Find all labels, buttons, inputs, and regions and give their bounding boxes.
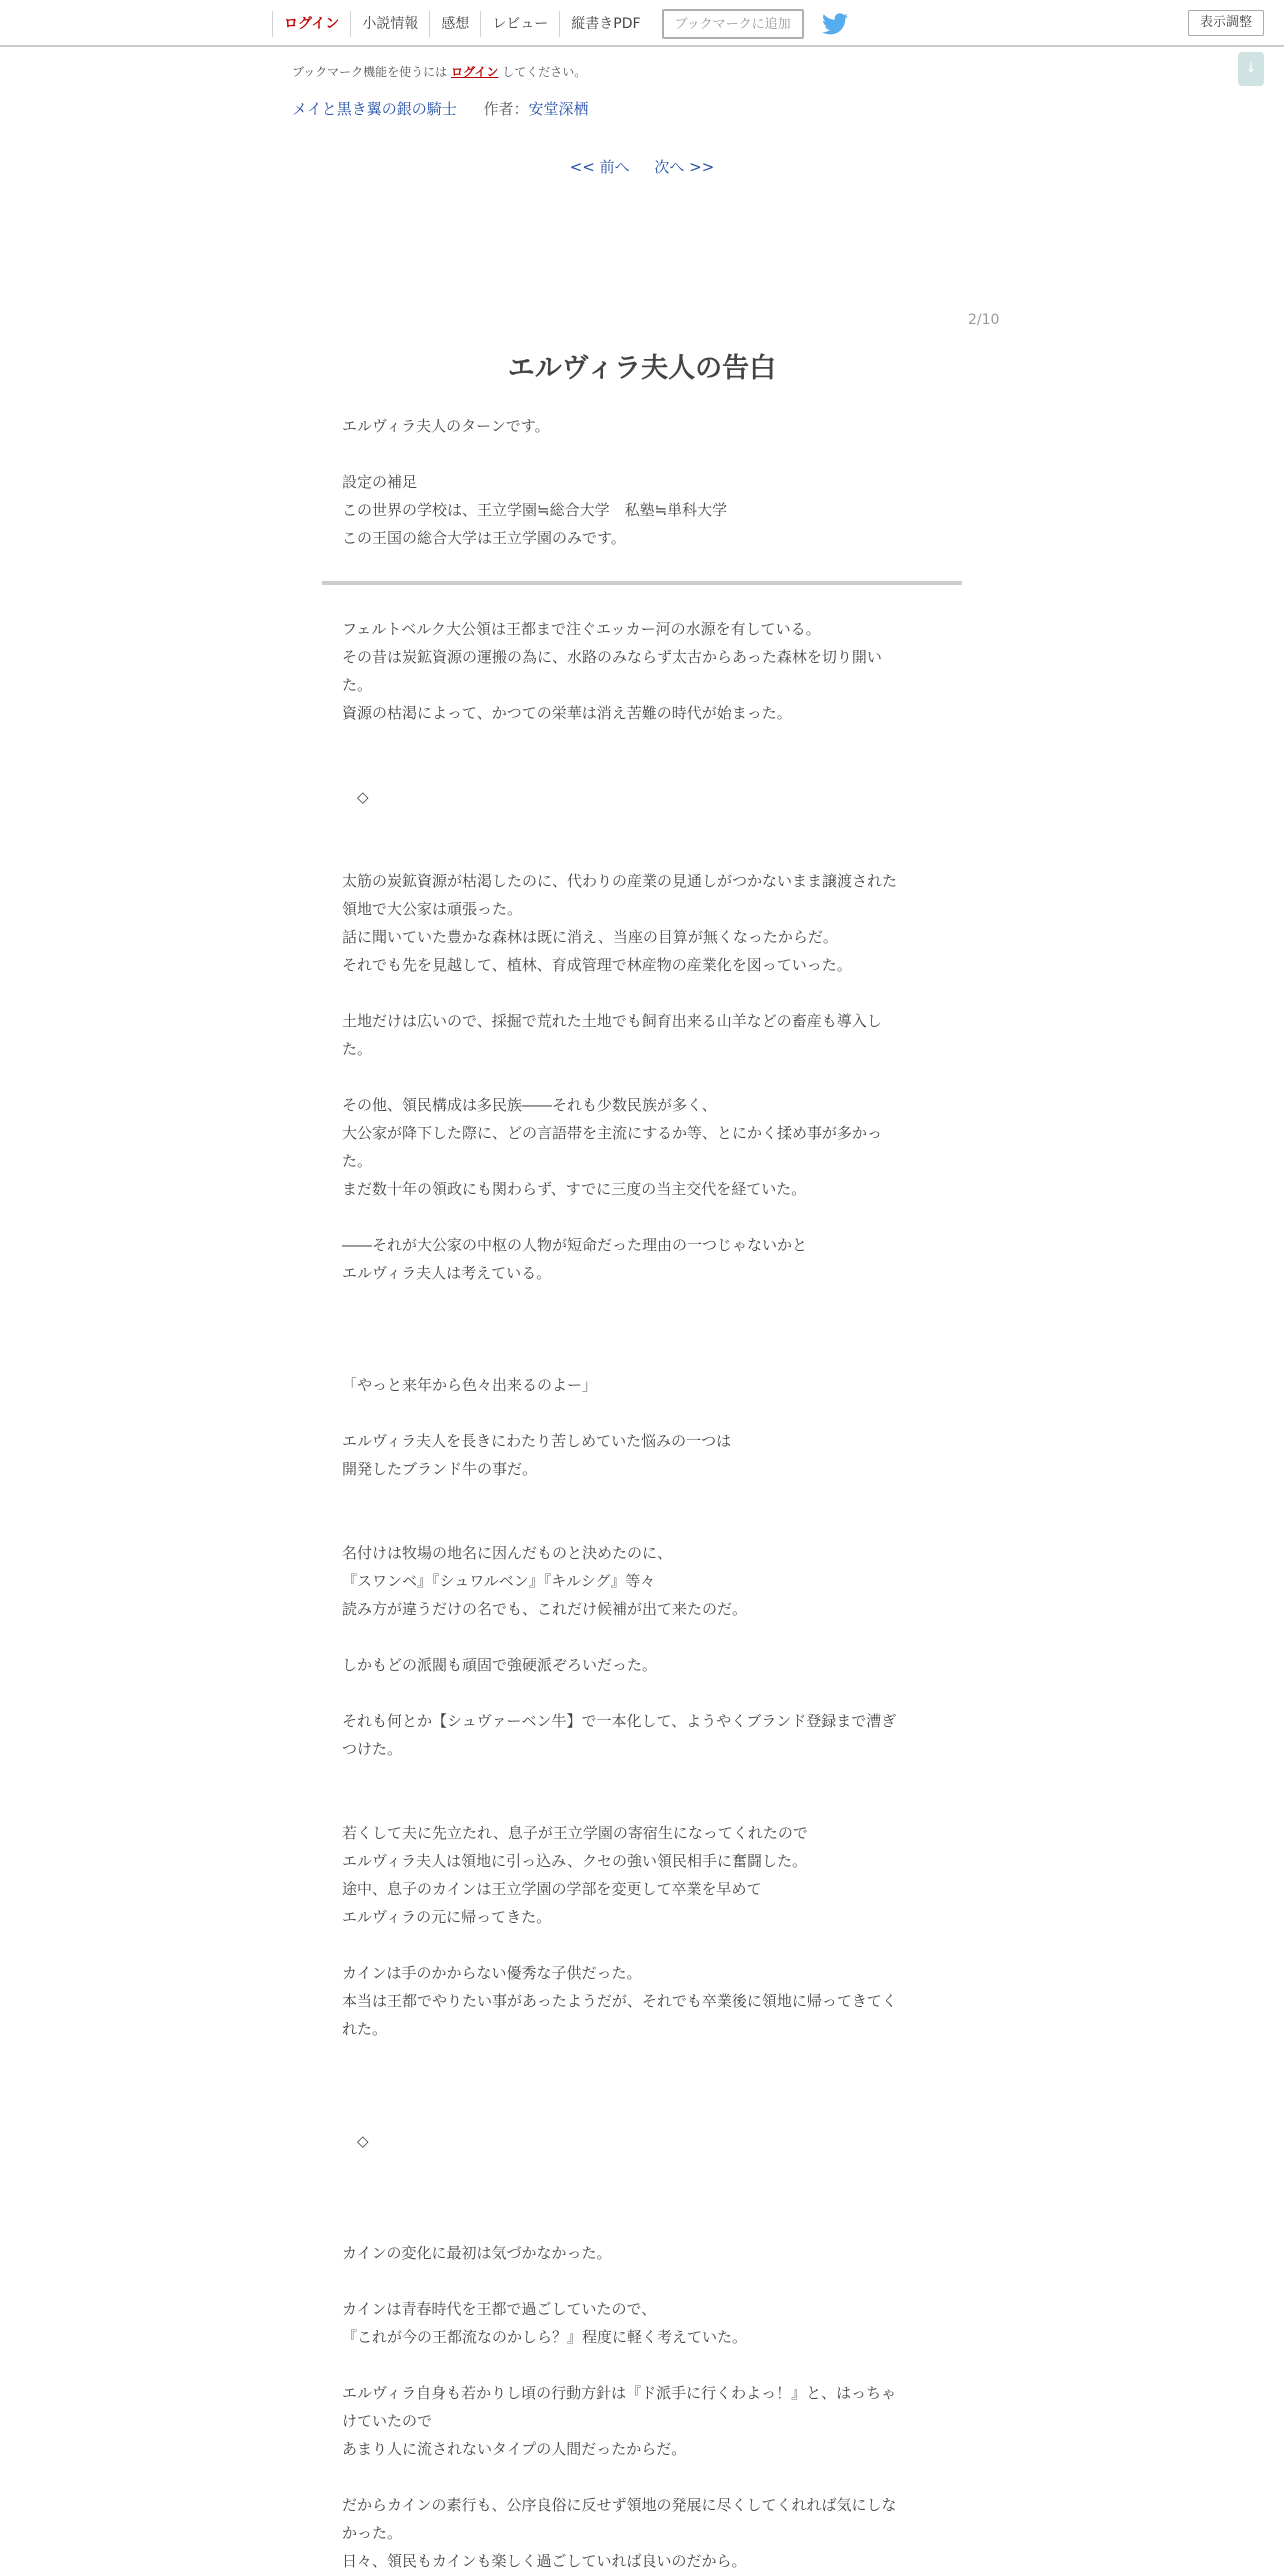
- blank-line: [342, 839, 942, 867]
- blank-line: [342, 1063, 942, 1091]
- blank-line: [342, 2043, 942, 2071]
- novel-info-link[interactable]: 小説情報: [350, 11, 429, 37]
- blank-line: [342, 2155, 942, 2183]
- text-line: エルヴィラ夫人のターンです。: [342, 417, 550, 435]
- text-line: カインは手のかからない優秀な子供だった。: [342, 1964, 642, 1982]
- prev-episode-link[interactable]: << 前へ: [569, 158, 630, 176]
- text-line: カインの変化に最初は気づかなかった。: [342, 2244, 612, 2262]
- blank-line: [342, 755, 942, 783]
- blank-line: [342, 1343, 942, 1371]
- text-line: 話に聞いていた豊かな森林は既に消え、当座の目算が無くなったからだ。: [342, 928, 838, 946]
- blank-line: [342, 2463, 942, 2491]
- text-line: 太筋の炭鉱資源が枯渇したのに、代わりの産業の見通しがつかないまま譲渡された: [342, 872, 898, 890]
- text-line: た。: [342, 1040, 373, 1058]
- blank-line: [342, 2267, 942, 2295]
- blank-line: [342, 1791, 942, 1819]
- blank-line: [342, 2183, 942, 2211]
- text-line: この世界の学校は、王立学園≒総合大学 私塾≒単科大学: [342, 501, 728, 519]
- text-line: まだ数十年の領政にも関わらず、すでに三度の当主交代を経ていた。: [342, 1180, 807, 1198]
- text-line: その昔は炭鉱資源の運搬の為に、水路のみならず太古からあった森林を切り開い: [342, 648, 882, 666]
- text-line: た。: [342, 676, 373, 694]
- text-line: 読み方が違うだけの名でも、これだけ候補が出て来たのだ。: [342, 1600, 748, 1618]
- text-line: 日々、領民もカインも楽しく過ごしていれば良いのだから。: [342, 2552, 747, 2568]
- text-line: 資源の枯渇によって、かつての栄華は消え苦難の時代が始まった。: [342, 704, 792, 722]
- text-line: 若くして夫に先立たれ、息子が王立学園の寄宿生になってくれたので: [342, 1824, 808, 1842]
- scroll-down-icon[interactable]: ↓: [1238, 52, 1264, 86]
- text-line: た。: [342, 1152, 373, 1170]
- text-line: ◇: [342, 2132, 369, 2150]
- text-line: 領地で大公家は頑張った。: [342, 900, 523, 918]
- text-line: 途中、息子のカインは王立学園の学部を変更して卒業を早めて: [342, 1880, 762, 1898]
- text-line: 「やっと来年から色々出来るのよー」: [342, 1376, 598, 1394]
- next-episode-link[interactable]: 次へ >>: [654, 158, 715, 176]
- bookmark-note-suffix: してください。: [502, 65, 587, 79]
- blank-line: [342, 1315, 942, 1343]
- bookmark-login-note: [292, 63, 586, 80]
- text-line: それも何とか【シュヴァーベン牛】で一本化して、ようやくブランド登録まで漕ぎ: [342, 1712, 897, 1730]
- episode-title: エルヴィラ夫人の告白: [507, 353, 777, 384]
- text-line: だからカインの素行も、公序良俗に反せず領地の発展に尽くしてくれれば気にしな: [342, 2496, 897, 2514]
- text-line: エルヴィラ夫人は考えている。: [342, 1264, 552, 1282]
- text-line: 名付けは牧場の地名に因んだものと決めたのに、: [342, 1544, 673, 1562]
- blank-line: [342, 1483, 942, 1511]
- text-line: かった。: [342, 2524, 403, 2542]
- bookmark-note-login-link[interactable]: ログイン: [451, 65, 499, 79]
- text-line: エルヴィラの元に帰ってきた。: [342, 1908, 552, 1926]
- text-line: ◇: [342, 788, 369, 806]
- text-line: カインは青春時代を王都で過ごしていたので、: [342, 2300, 657, 2318]
- blank-line: [342, 2099, 942, 2127]
- blank-line: [342, 1399, 942, 1427]
- author-link[interactable]: 安堂深栖: [528, 100, 589, 118]
- blank-line: [342, 2211, 942, 2239]
- text-line: フェルトベルク大公領は王都まで注ぐエッカー河の水源を有している。: [342, 620, 821, 638]
- episode-pager: [0, 156, 1284, 177]
- blank-line: [342, 979, 942, 1007]
- author-label: 作者：: [483, 100, 529, 118]
- text-line: 設定の補足: [342, 473, 418, 491]
- blank-line: [342, 1287, 942, 1315]
- review-link[interactable]: レビュー: [480, 11, 559, 37]
- vertical-pdf-link[interactable]: 縦書きPDF: [559, 11, 651, 37]
- text-line: ――それが大公家の中枢の人物が短命だった理由の一つじゃないかと: [342, 1236, 808, 1254]
- text-line: エルヴィラ夫人を長きにわたり苦しめていた悩みの一つは: [342, 1432, 732, 1450]
- blank-line: [342, 1763, 942, 1791]
- top-navigation-bar: [0, 0, 1284, 47]
- episode-body-text: [342, 615, 942, 2568]
- preface-text: [342, 412, 942, 552]
- twitter-icon[interactable]: [822, 12, 850, 36]
- text-line: 開発したブランド牛の事だ。: [342, 1460, 538, 1478]
- display-settings-button[interactable]: 表示調整: [1188, 10, 1264, 36]
- text-line: この王国の総合大学は王立学園のみです。: [342, 529, 626, 547]
- text-line: 土地だけは広いので、採掘で荒れた土地でも飼育出来る山羊などの畜産も導入し: [342, 1012, 882, 1030]
- blank-line: [342, 811, 942, 839]
- add-bookmark-button[interactable]: ブックマークに追加: [662, 9, 804, 39]
- text-line: 『スワンベ』『シュワルベン』『キルシグ』等々: [342, 1572, 656, 1590]
- blank-line: [342, 1511, 942, 1539]
- blank-line: [342, 1623, 942, 1651]
- text-line: あまり人に流されないタイプの人間だったからだ。: [342, 2440, 687, 2458]
- blank-line: [342, 2071, 942, 2099]
- text-line: つけた。: [342, 1740, 403, 1758]
- blank-line: [342, 727, 942, 755]
- text-line: それでも先を見越して、植林、育成管理で林産物の産業化を図っていった。: [342, 956, 852, 974]
- blank-line: [342, 2351, 942, 2379]
- series-title-link[interactable]: メイと黒き翼の銀の騎士: [292, 100, 457, 118]
- text-line: その他、領民構成は多民族――それも少数民族が多く、: [342, 1096, 717, 1114]
- episode-count: 2/10: [968, 312, 1000, 328]
- text-line: エルヴィラ夫人は領地に引っ込み、クセの強い領民相手に奮闘した。: [342, 1852, 808, 1870]
- preface-divider: [322, 581, 962, 585]
- text-line: しかもどの派閥も頑固で強硬派ぞろいだった。: [342, 1656, 658, 1674]
- blank-line: [342, 440, 942, 468]
- blank-line: [342, 1679, 942, 1707]
- login-link[interactable]: ログイン: [272, 11, 350, 37]
- text-line: れた。: [342, 2020, 388, 2038]
- blank-line: [342, 1931, 942, 1959]
- text-line: エルヴィラ自身も若かりし頃の行動方針は『ド派手に行くわよっ！』と、はっちゃ: [342, 2384, 897, 2402]
- text-line: 『これが今の王都流なのかしら？』程度に軽く考えていた。: [342, 2328, 748, 2346]
- bookmark-note-prefix: ブックマーク機能を使うには: [292, 65, 448, 79]
- text-line: 本当は王都でやりたい事があったようだが、それでも卒業後に領地に帰ってきてく: [342, 1992, 897, 2010]
- series-header: [292, 98, 589, 119]
- text-line: けていたので: [342, 2412, 433, 2430]
- text-line: 大公家が降下した際に、どの言語帯を主流にするか等、とにかく揉め事が多かっ: [342, 1124, 883, 1142]
- main-nav: [272, 0, 850, 47]
- blank-line: [342, 1203, 942, 1231]
- impressions-link[interactable]: 感想: [429, 11, 480, 37]
